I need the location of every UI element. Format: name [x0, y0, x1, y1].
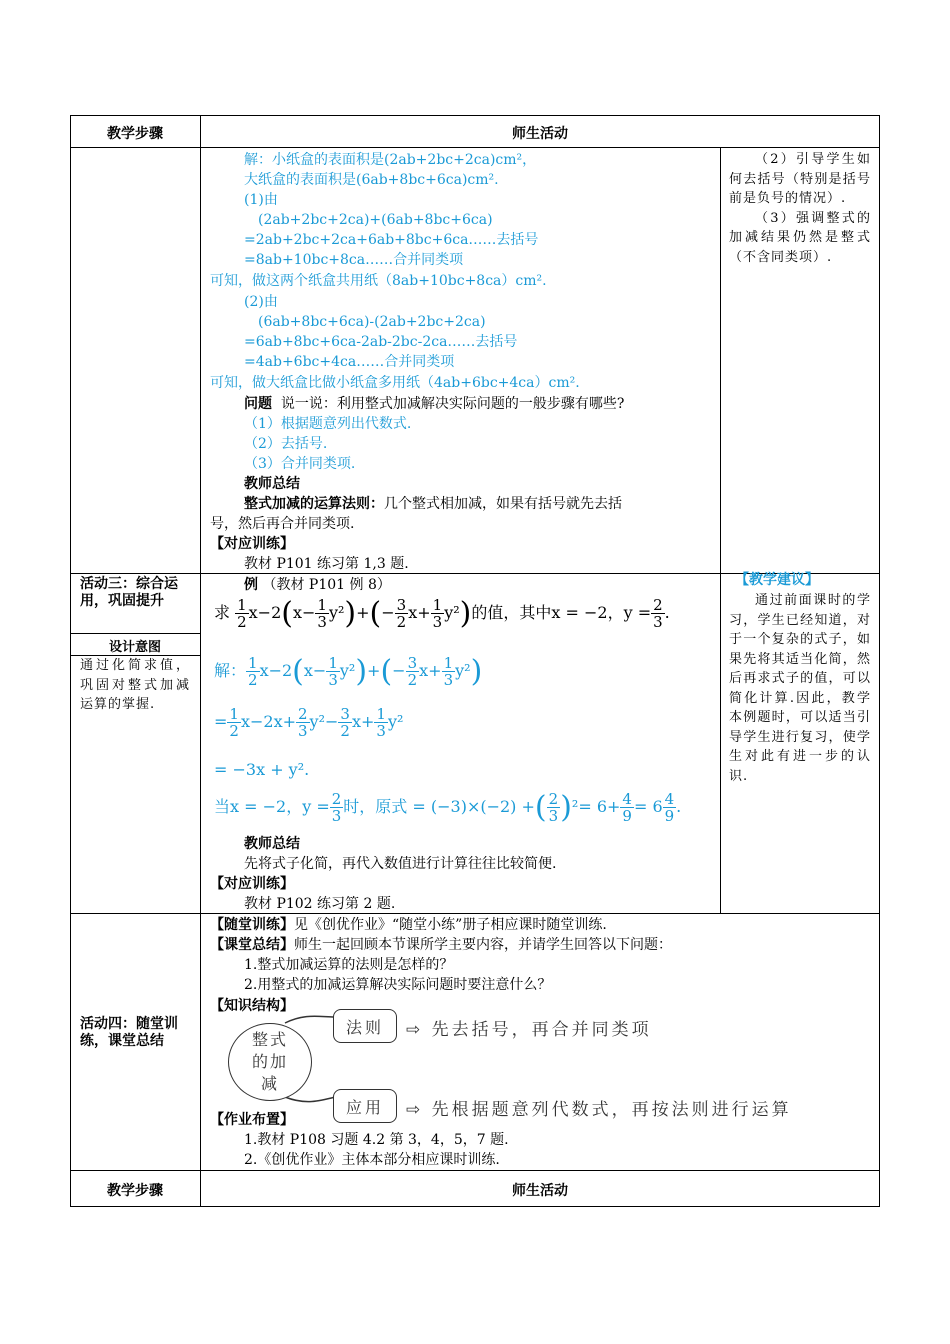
- diagram-center-label: 整式的加减: [251, 1030, 288, 1093]
- diagram-center-node: [228, 1023, 312, 1101]
- step-item: （1）根据题意列出代数式.: [244, 416, 412, 432]
- diagram-apply-arrow: [406, 1095, 792, 1120]
- solution-line: =6ab+8bc+6ca-2ab-2bc-2ca……去括号: [244, 334, 518, 350]
- summary-question: 1.整式加减运算的法则是怎样的？: [244, 957, 454, 973]
- solution-line: (2)由: [244, 294, 278, 310]
- solution-line: 可知，做这两个纸盒共用纸（8ab+10bc+8ca）cm².: [210, 273, 547, 289]
- class-summary-line: [210, 935, 672, 955]
- solution-line: 可知，做大纸盒比做小纸盒多用纸（4ab+6bc+4ca）cm².: [210, 375, 580, 391]
- rule-label: 整式加减的运算法则：: [244, 496, 384, 512]
- training-label: 【对应训练】: [210, 536, 294, 552]
- col-divider: [720, 147, 721, 913]
- structure-label: 【知识结构】: [210, 998, 294, 1014]
- footer-activity: 师生活动: [512, 1183, 568, 1199]
- row-divider: [70, 633, 200, 634]
- row-divider: [70, 913, 880, 914]
- solution-result: = −3x + y².: [214, 760, 310, 779]
- step-item: （3）合并同类项.: [244, 456, 356, 472]
- diagram-rule-text: 先去括号，再合并同类项: [431, 1020, 652, 1040]
- teaching-suggestion-text: 通过前面课时的学习，学生已经知道，对于一个复杂的式子，如果先将其适当化简，然后再求式子的值，可以简化计算.因此，教学本例题时，可以适当引导学生进行复习，使学生对此有进一步的认识.: [729, 593, 871, 784]
- teacher-summary-title: 教师总结: [244, 836, 300, 852]
- rule-text-cont: 号，然后再合并同类项.: [210, 516, 355, 532]
- when-final: = 6: [633, 797, 663, 816]
- practice-line: [210, 915, 607, 935]
- design-text: 通过化简求值，巩固对整式加减运算的掌握.: [80, 658, 190, 712]
- row-divider: [70, 147, 880, 148]
- question-text: 说一说：利用整式加减解决实际问题的一般步骤有哪些?: [280, 396, 625, 412]
- practice-label: 【随堂训练】: [210, 917, 294, 933]
- teaching-suggestion-title: 【教学建议】: [735, 572, 819, 588]
- col-divider: [200, 115, 201, 1207]
- homework-item: 2.《创优作业》主体本部分相应课时训练.: [244, 1152, 500, 1168]
- example-line: [244, 575, 391, 595]
- class-summary-text: 师生一起回顾本节课所学主要内容，并请学生回答以下问题：: [294, 937, 672, 953]
- condition: x = −2，y =: [230, 797, 330, 816]
- teacher-summary-title: 教师总结: [244, 476, 300, 492]
- when-prefix: 当: [214, 797, 231, 816]
- substitution-line: 当x = −2，y = $\frac{2}{3}$ 时，原式 = (−3)×(−2) +( $\frac{2}{3}$ )²= 6+ $\frac{4}{9}$ = 6 $\frac{4}{9}$ .: [214, 790, 682, 825]
- solution-line: (2ab+2bc+2ca)+(6ab+8bc+6ca): [258, 212, 493, 228]
- rule-line: [244, 494, 622, 514]
- problem-suffix: 的值，其中: [471, 603, 552, 622]
- homework-label: 【作业布置】: [210, 1112, 294, 1128]
- footer-step: 教学步骤: [107, 1183, 163, 1199]
- solution-line: =8ab+10bc+8ca……合并同类项: [244, 252, 464, 268]
- diagram-apply-text: 先根据题意列代数式，再按法则进行运算: [431, 1100, 792, 1120]
- diagram-rule-arrow: [406, 1015, 652, 1040]
- solution-step-1: 解： $\frac{1}{2}$ x−2(x− $\frac{1}{3}$ y²)+(− $\frac{3}{2}$ x+ $\frac{1}{3}$ y²): [214, 654, 483, 689]
- example-label: 例: [244, 577, 258, 593]
- side-note-paragraph: （2）引导学生如何去括号（特别是括号前是负号的情况）.: [729, 152, 871, 206]
- solution-label: 解：: [214, 661, 247, 680]
- diagram-apply-node: 应用: [333, 1089, 397, 1123]
- class-summary-label: 【课堂总结】: [210, 937, 294, 953]
- question-line: [244, 394, 624, 414]
- when-mid: 时，原式 = (−3)×(−2) +: [343, 797, 535, 816]
- solution-line: 解：小纸盒的表面积是(2ab+2bc+2ca)cm²，: [244, 152, 537, 168]
- solution-line: =2ab+2bc+2ca+6ab+8bc+6ca……去括号: [244, 232, 539, 248]
- question-label: 问题: [244, 396, 272, 412]
- training-label: 【对应训练】: [210, 876, 294, 892]
- step-title: 活动四：随堂训练，课堂总结: [80, 1016, 178, 1049]
- solution-line: (1)由: [244, 192, 278, 208]
- example-ref: （教材 P101 例 8）: [262, 577, 391, 593]
- header-activity: 师生活动: [512, 126, 568, 142]
- solution-step-2: = $\frac{1}{2}$ x−2x+ $\frac{2}{3}$ y²− $\frac{3}{2}$ x+ $\frac{1}{3}$ y²: [214, 705, 404, 740]
- diagram-rule-node: 法则: [333, 1009, 397, 1043]
- solution-line: =4ab+6bc+4ca……合并同类项: [244, 354, 455, 370]
- fraction: $\frac{1}{2}$: [237, 596, 247, 631]
- side-note: [729, 150, 871, 267]
- side-note-paragraph: （3）强调整式的加减结果仍然是整式（不含同类项）.: [729, 210, 871, 265]
- problem-prefix: 求: [214, 603, 231, 622]
- step-item: （2）去括号.: [244, 436, 328, 452]
- condition: x = −2，y =: [551, 603, 652, 622]
- training-text: 教材 P102 练习第 2 题.: [244, 896, 396, 912]
- training-text: 教材 P101 练习第 1,3 题.: [244, 556, 409, 572]
- teacher-summary-text: 先将式子化简，再代入数值进行计算往往比较简便.: [244, 856, 557, 872]
- problem-formula: 求 $\frac{1}{2}$ x−2(x− $\frac{1}{3}$ y²)+(− $\frac{3}{2}$ x+ $\frac{1}{3}$ y²)的值，其中x = −2，y = $\frac{2}{3}$ .: [214, 596, 670, 631]
- rule-text: 几个整式相加减，如果有括号就先去括: [384, 496, 622, 512]
- design-title: 设计意图: [108, 640, 161, 655]
- row-divider: [70, 1170, 880, 1171]
- homework-item: 1.教材 P108 习题 4.2 第 3，4，5，7 题.: [244, 1132, 509, 1148]
- when-end: = 6+: [578, 797, 621, 816]
- summary-question: 2.用整式的加减运算解决实际问题时要注意什么？: [244, 977, 552, 993]
- arrow-icon: ⇨: [406, 1020, 424, 1040]
- practice-text: 见《创优作业》“随堂小练”册子相应课时随堂训练.: [294, 917, 607, 933]
- solution-line: 大纸盒的表面积是(6ab+8bc+6ca)cm².: [244, 172, 499, 188]
- arrow-icon: ⇨: [406, 1100, 424, 1120]
- header-step: 教学步骤: [107, 126, 163, 142]
- solution-line: (6ab+8bc+6ca)-(2ab+2bc+2ca): [258, 314, 486, 330]
- step-title: 活动三：综合运用，巩固提升: [80, 576, 178, 609]
